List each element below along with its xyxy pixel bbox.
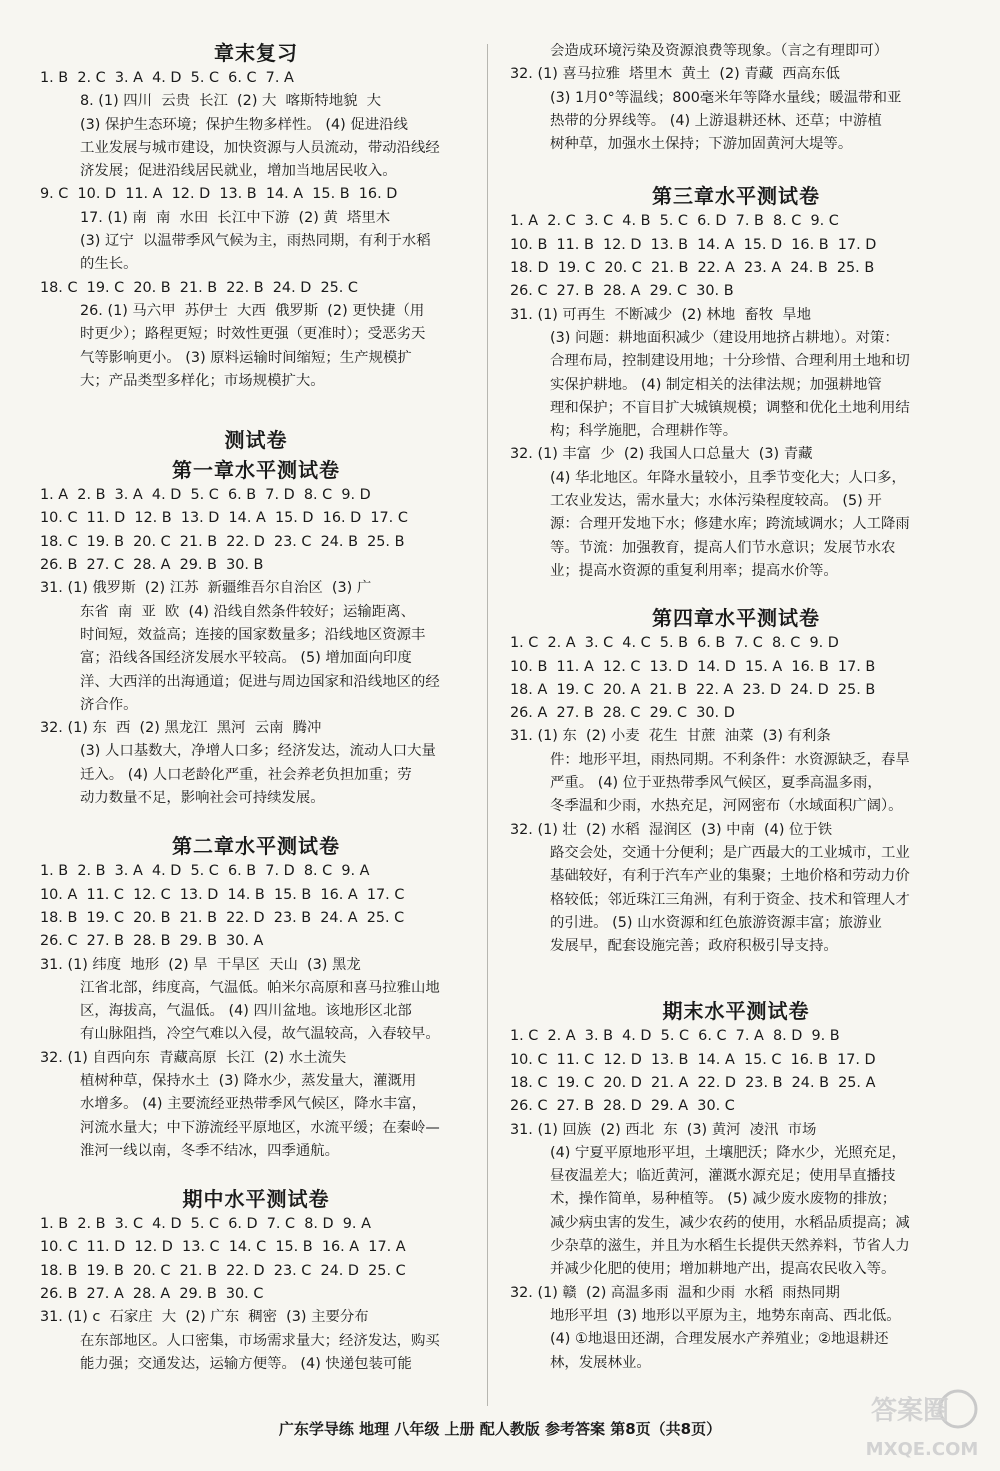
page-footer: 广东学导练 地理 八年级 上册 配人教版 参考答案 第8页（共8页） [278, 1420, 722, 1438]
answer-line: 8. (1) 四川 云贵 长江 (2) 大 喀斯特地貌 大 [80, 93, 382, 110]
answer-line: 在东部地区。人口密集，市场需求量大；经济发达，购买 [80, 1332, 440, 1349]
answer-line: 31. (1) 纬度 地形 (2) 旱 干旱区 天山 (3) 黑龙 [40, 956, 361, 973]
answer-line: 术，操作简单，易种植等。 (5) 减少废水废物的排放； [550, 1191, 897, 1208]
chapter4-answers [510, 632, 962, 958]
left-column [40, 40, 472, 1376]
answer-line: 32. (1) 赣 (2) 高温多雨 温和少雨 水稻 雨热同期 [510, 1284, 840, 1301]
answer-line: 并减少化肥的使用；增加耕地产出，提高农民收入等。 [550, 1261, 896, 1278]
answer-line: 水增多。 (4) 主要流经亚热带季风气候区，降水丰富， [80, 1096, 427, 1113]
answer-line: (3) 辽宁 以温带季风气候为主，雨热同期，有利于水稻 [80, 233, 431, 250]
answer-line: 树种草，加强水土保持；下游加固黄河大堤等。 [550, 136, 853, 153]
section-title-chapter2: 第二章水平测试卷 [172, 834, 340, 859]
answer-line: 的生长。 [80, 256, 138, 273]
answer-line: 基础较好，有利于汽车产业的集聚；土地价格和劳动力价 [550, 868, 910, 885]
answer-line: 26. A 27. B 28. C 29. C 30. D [510, 705, 735, 722]
answer-line: 会造成环境污染及资源浪费等现象。（言之有理即可） [550, 43, 889, 59]
midterm-answers [40, 1213, 472, 1376]
answer-line: 32. (1) 喜马拉雅 塔里木 黄土 (2) 青藏 西高东低 [510, 66, 840, 83]
answer-line: 迁入。 (4) 人口老龄化严重，社会养老负担加重；劳 [80, 766, 412, 783]
answer-line: 河流水量大；中下游流经平原地区，水流平缓；在秦岭— [80, 1119, 440, 1136]
answer-line: (4) ①地退田还湖，合理发展水产养殖业；②地退耕还 [550, 1331, 889, 1348]
section-title-midterm: 期中水平测试卷 [182, 1187, 330, 1212]
answer-line: 1. C 2. A 3. B 4. D 5. C 6. C 7. A 8. D 9. B [510, 1028, 840, 1045]
continued-answers [510, 40, 962, 156]
chapter3-answers [510, 210, 962, 583]
answer-line: 10. A 11. C 12. C 13. D 14. B 15. B 16. A 17. C [40, 886, 405, 903]
answer-line: 林，发展林业。 [550, 1354, 651, 1371]
section-title-chapter3: 第三章水平测试卷 [652, 184, 820, 209]
answer-line: 江省北部，纬度高，气温低。帕米尔高原和喜马拉雅山地 [80, 979, 440, 996]
answer-line: (4) 宁夏平原地形平坦，土壤肥沃；降水少，光照充足， [550, 1144, 906, 1161]
answer-line: 济合作。 [80, 696, 138, 713]
section-title-review: 章末复习 [214, 41, 298, 65]
answer-line: 31. (1) c 石家庄 大 (2) 广东 稠密 (3) 主要分布 [40, 1309, 369, 1326]
answer-line: 32. (1) 自西向东 青藏高原 长江 (2) 水土流失 [40, 1049, 347, 1066]
answer-line: 淮河一线以南，冬季不结冰，四季通航。 [80, 1142, 340, 1159]
answer-line: 10. B 11. A 12. C 13. D 14. D 15. A 16. B 17. B [510, 658, 876, 675]
answer-line: 富；沿线各国经济发展水平较高。 (5) 增加面向印度 [80, 650, 412, 667]
answer-line: 热带的分界线等。 (4) 上游退耕还林、还草；中游植 [550, 112, 882, 129]
answer-line: 32. (1) 丰富 少 (2) 我国人口总量大 (3) 青藏 [510, 446, 813, 463]
answer-line: 源：合理开发地下水；修建水库；跨流域调水；人工降雨 [550, 516, 910, 533]
answer-line: 18. A 19. C 20. A 21. B 22. A 23. D 24. D 25. B [510, 681, 876, 698]
answer-line: 洋、大西洋的出海通道；促进与周边国家和沿线地区的经 [80, 673, 440, 690]
answer-line: 1. B 2. B 3. C 4. D 5. C 6. D 7. C 8. D 9. A [40, 1216, 371, 1233]
answer-line: 发展早，配套设施完善；政府积极引导支持。 [550, 938, 838, 955]
answer-line: 26. (1) 马六甲 苏伊士 大西 俄罗斯 (2) 更快捷（用 [80, 302, 425, 319]
answer-line: (4) 华北地区。年降水量较小，且季节变化大；人口多， [550, 469, 906, 486]
answer-line: (3) 保护生态环境；保护生物多样性。 (4) 促进沿线 [80, 116, 408, 133]
answer-line: 济发展；促进沿线居民就业，增加当地居民收入。 [80, 163, 397, 180]
answer-line: 9. C 10. D 11. A 12. D 13. B 14. A 15. B 16. D [40, 186, 398, 203]
answer-line: 少杂草的滋生，并且为水稻生长提供天然养料，节省人力 [550, 1238, 910, 1255]
answer-line: 31. (1) 俄罗斯 (2) 江苏 新疆维吾尔自治区 (3) 广 [40, 580, 372, 597]
answer-line: 合理布局，控制建设用地；十分珍惜、合理利用土地和切 [550, 353, 910, 370]
answer-line: 26. B 27. C 28. A 29. B 30. B [40, 557, 264, 574]
answer-line: 时更少）；路程更短；时效性更强（更准时）；受恶劣天 [80, 326, 426, 343]
answer-line: 32. (1) 壮 (2) 水稻 湿润区 (3) 中南 (4) 位于铁 [510, 821, 833, 838]
answer-line: 工农业发达，需水量大；水体污染程度较高。 (5) 开 [550, 493, 882, 510]
answer-line: (3) 人口基数大，净增人口多；经济发达，流动人口大量 [80, 743, 436, 760]
answer-line: 构；科学施肥，合理耕作等。 [550, 423, 738, 440]
answer-line: 10. C 11. D 12. D 13. C 14. C 15. B 16. A 17. A [40, 1239, 406, 1256]
answer-line: 10. B 11. B 12. D 13. B 14. A 15. D 16. B 17. D [510, 236, 877, 253]
answer-line: 动力数量不足，影响社会可持续发展。 [80, 790, 325, 807]
answer-line: 1. A 2. C 3. C 4. B 5. C 6. D 7. B 8. C 9. C [510, 213, 839, 230]
answer-line: 1. B 2. C 3. A 4. D 5. C 6. C 7. A [40, 70, 294, 86]
answer-line: 18. C 19. C 20. D 21. A 22. D 23. B 24. B 25. A [510, 1074, 876, 1091]
answer-line: 工业发展与城市建设，加快资源与人员流动，带动沿线经 [80, 139, 440, 156]
answer-line: 时间短，效益高；连接的国家数量多；沿线地区资源丰 [80, 626, 426, 643]
review-answers [40, 67, 472, 393]
answer-line: 业；提高水资源的重复利用率；提高水价等。 [550, 562, 838, 579]
answer-line: 32. (1) 东 西 (2) 黑龙江 黑河 云南 腾冲 [40, 720, 322, 737]
answer-line: 能力强；交通发达，运输方便等。 (4) 快递包装可能 [80, 1355, 412, 1372]
answer-line: 理和保护；不盲目扩大城镇规模；调整和优化土地利用结 [550, 399, 910, 416]
section-title-chapter4: 第四章水平测试卷 [652, 606, 820, 631]
watermark-logo [862, 1385, 980, 1465]
answer-line: 气等影响更小。 (3) 原料运输时间缩短；生产规模扩 [80, 349, 412, 366]
answer-line: 26. B 27. A 28. A 29. B 30. C [40, 1286, 264, 1303]
answer-line: 18. C 19. B 20. C 21. B 22. D 23. C 24. B 25. B [40, 533, 405, 550]
answer-line: 地形平坦 (3) 地形以平原为主，地势东南高、西北低。 [550, 1307, 901, 1324]
answer-line: 26. C 27. B 28. A 29. C 30. B [510, 283, 734, 300]
answer-line: 18. C 19. C 20. B 21. B 22. B 24. D 25. C [40, 279, 358, 296]
answer-line: 31. (1) 可再生 不断减少 (2) 林地 畜牧 旱地 [510, 306, 812, 323]
section-title-chapter1: 第一章水平测试卷 [172, 458, 340, 483]
answer-line: 等。节流：加强教育，提高人们节水意识；发展节水农 [550, 539, 896, 556]
watermark-url: MXQE.COM [865, 1439, 979, 1460]
answer-line: 26. C 27. B 28. B 29. B 30. A [40, 933, 264, 950]
answer-line: 18. D 19. C 20. C 21. B 22. A 23. A 24. B 25. B [510, 260, 875, 277]
answer-line: 1. C 2. A 3. C 4. C 5. B 6. B 7. C 8. C 9. D [510, 635, 839, 652]
chapter1-answers [40, 484, 472, 810]
column-divider [487, 44, 488, 1406]
answer-line: 31. (1) 回族 (2) 西北 东 (3) 黄河 凌汛 市场 [510, 1121, 817, 1138]
watermark-text: 答案圈 [870, 1396, 950, 1426]
answer-line: 有山脉阻挡，冷空气难以入侵，故气温较高，入春较早。 [80, 1026, 440, 1043]
chapter2-answers [40, 860, 472, 1163]
answer-line: 实保护耕地。 (4) 制定相关的法律法规；加强耕地管 [550, 376, 882, 393]
final-answers [510, 1025, 962, 1374]
answer-line: 10. C 11. C 12. D 13. B 14. A 15. C 16. B 17. D [510, 1051, 876, 1068]
answer-line: 10. C 11. D 12. B 13. D 14. A 15. D 16. D 17. C [40, 510, 408, 527]
answer-line: 严重。 (4) 位于亚热带季风气候区，夏季高温多雨， [550, 775, 882, 792]
answer-line: 东省 南 亚 欧 (4) 沿线自然条件较好；运输距离、 [80, 603, 415, 620]
answer-line: 区，海拔高，气温低。 (4) 四川盆地。该地形区北部 [80, 1003, 412, 1020]
answer-line: 昼夜温差大；临近黄河，灌溉水源充足；使用旱直播技 [550, 1168, 896, 1185]
answer-line: (3) 1月0°等温线；800毫米年等降水量线；暖温带和亚 [550, 89, 902, 106]
answer-line: 1. B 2. B 3. A 4. D 5. C 6. B 7. D 8. C 9. A [40, 863, 370, 880]
section-title-tests: 测试卷 [224, 428, 288, 453]
answer-line: 18. B 19. C 20. B 21. B 22. D 23. B 24. A 25. C [40, 909, 405, 926]
answer-line: 1. A 2. B 3. A 4. D 5. C 6. B 7. D 8. C 9. D [40, 487, 371, 504]
answer-line: 减少病虫害的发生，减少农药的使用，水稻品质提高；减 [550, 1214, 910, 1231]
answer-line: 格较低；邻近珠江三角洲，有利于资金、技术和管理人才 [550, 891, 910, 908]
answer-line: 件：地形平坦，雨热同期。不利条件：水资源缺乏，春旱 [550, 751, 910, 768]
answer-line: 18. B 19. B 20. C 21. B 22. D 23. C 24. D 25. C [40, 1262, 406, 1279]
answer-line: 冬季温和少雨，水热充足，河网密布（水域面积广阔）。 [550, 798, 903, 815]
answer-line: 植树种草，保持水土 (3) 降水少，蒸发量大，灌溉用 [80, 1072, 417, 1089]
answer-line: 路交会处，交通十分便利；是广西最大的工业城市，工业 [550, 844, 910, 861]
answer-line: 17. (1) 南 南 水田 长江中下游 (2) 黄 塔里木 [80, 209, 391, 226]
answer-line: 大；产品类型多样化；市场规模扩大。 [80, 372, 325, 389]
answer-line: 的引进。 (5) 山水资源和红色旅游资源丰富；旅游业 [550, 914, 882, 931]
right-column [510, 40, 962, 1375]
answer-line: (3) 问题：耕地面积减少（建设用地挤占耕地）。对策： [550, 329, 899, 346]
answer-line: 31. (1) 东 (2) 小麦 花生 甘蔗 油菜 (3) 有利条 [510, 728, 831, 745]
section-title-final: 期末水平测试卷 [662, 999, 810, 1024]
answer-line: 26. C 27. B 28. D 29. A 30. C [510, 1098, 735, 1115]
